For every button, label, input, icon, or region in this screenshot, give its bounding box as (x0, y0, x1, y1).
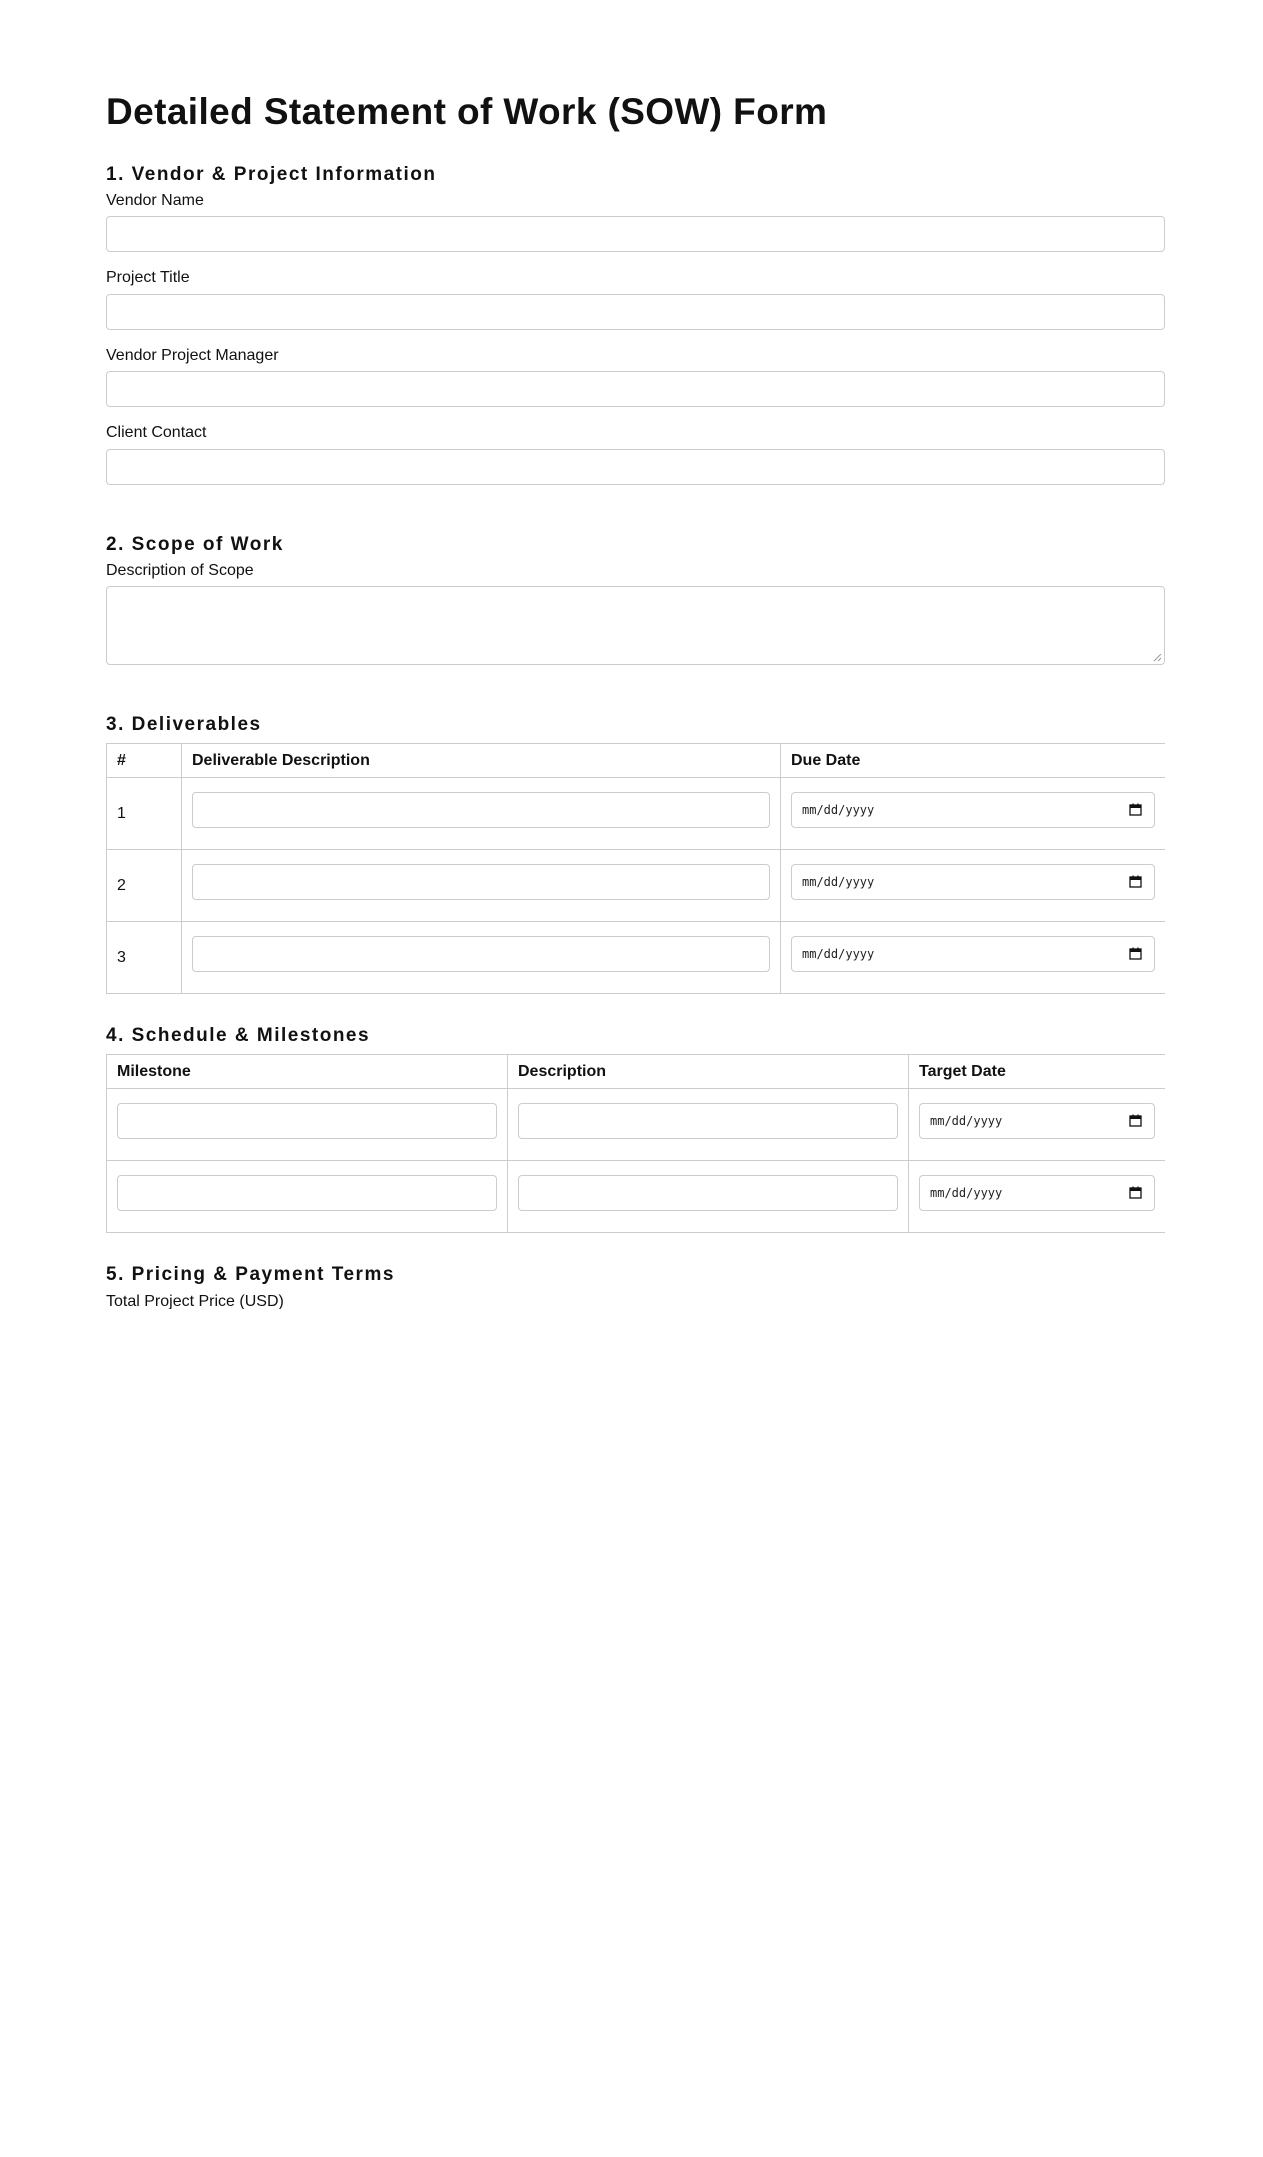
row-number: 2 (117, 876, 126, 894)
date-placeholder: mm/dd/yyyy (802, 946, 875, 961)
deliverables-table (106, 743, 1165, 994)
scope-description-label: Description of Scope (106, 562, 254, 579)
column-header-number: # (107, 744, 182, 778)
calendar-icon[interactable] (1129, 1114, 1142, 1127)
scope-description-textarea[interactable] (106, 586, 1165, 665)
client-contact-input[interactable] (106, 449, 1165, 485)
column-header-target-date: Target Date (909, 1055, 1166, 1089)
section-heading-schedule: 4. Schedule & Milestones (106, 1025, 371, 1046)
client-contact-label: Client Contact (106, 424, 207, 441)
table-header-row (107, 1055, 1166, 1089)
project-title-input[interactable] (106, 294, 1165, 330)
calendar-icon[interactable] (1129, 803, 1142, 816)
section-heading-vendor: 1. Vendor & Project Information (106, 164, 437, 185)
deliverable-description-input[interactable] (192, 936, 770, 972)
deliverable-description-input[interactable] (192, 792, 770, 828)
table-row (107, 1161, 1166, 1233)
due-date-input[interactable] (791, 936, 1155, 972)
column-header-description: Description (508, 1055, 909, 1089)
section-heading-deliverables: 3. Deliverables (106, 714, 262, 735)
page-title: Detailed Statement of Work (SOW) Form (106, 91, 828, 132)
resize-grip-icon[interactable] (1152, 652, 1162, 662)
table-row (107, 922, 1166, 994)
date-placeholder: mm/dd/yyyy (930, 1113, 1003, 1128)
vendor-name-input[interactable] (106, 216, 1165, 252)
date-placeholder: mm/dd/yyyy (802, 874, 875, 889)
date-placeholder: mm/dd/yyyy (802, 802, 875, 817)
date-placeholder: mm/dd/yyyy (930, 1185, 1003, 1200)
milestone-input[interactable] (117, 1175, 497, 1211)
target-date-input[interactable] (919, 1103, 1155, 1139)
due-date-input[interactable] (791, 864, 1155, 900)
vendor-project-manager-input[interactable] (106, 371, 1165, 407)
section-heading-pricing: 5. Pricing & Payment Terms (106, 1264, 395, 1285)
deliverable-description-input[interactable] (192, 864, 770, 900)
project-title-label: Project Title (106, 269, 190, 286)
total-project-price-label: Total Project Price (USD) (106, 1293, 284, 1309)
section-heading-scope: 2. Scope of Work (106, 534, 284, 555)
table-row (107, 1089, 1166, 1161)
vendor-name-label: Vendor Name (106, 192, 204, 209)
column-header-due-date: Due Date (781, 744, 1166, 778)
vendor-project-manager-label: Vendor Project Manager (106, 347, 279, 364)
milestone-description-input[interactable] (518, 1175, 898, 1211)
target-date-input[interactable] (919, 1175, 1155, 1211)
table-row (107, 850, 1166, 922)
row-number: 3 (117, 948, 126, 966)
milestone-input[interactable] (117, 1103, 497, 1139)
milestone-description-input[interactable] (518, 1103, 898, 1139)
calendar-icon[interactable] (1129, 875, 1142, 888)
sow-form (106, 0, 1165, 1309)
column-header-deliverable-description: Deliverable Description (182, 744, 781, 778)
calendar-icon[interactable] (1129, 947, 1142, 960)
column-header-milestone: Milestone (107, 1055, 508, 1089)
calendar-icon[interactable] (1129, 1186, 1142, 1199)
table-row (107, 778, 1166, 850)
row-number: 1 (117, 804, 126, 822)
due-date-input[interactable] (791, 792, 1155, 828)
milestones-table (106, 1054, 1165, 1233)
table-header-row (107, 744, 1166, 778)
